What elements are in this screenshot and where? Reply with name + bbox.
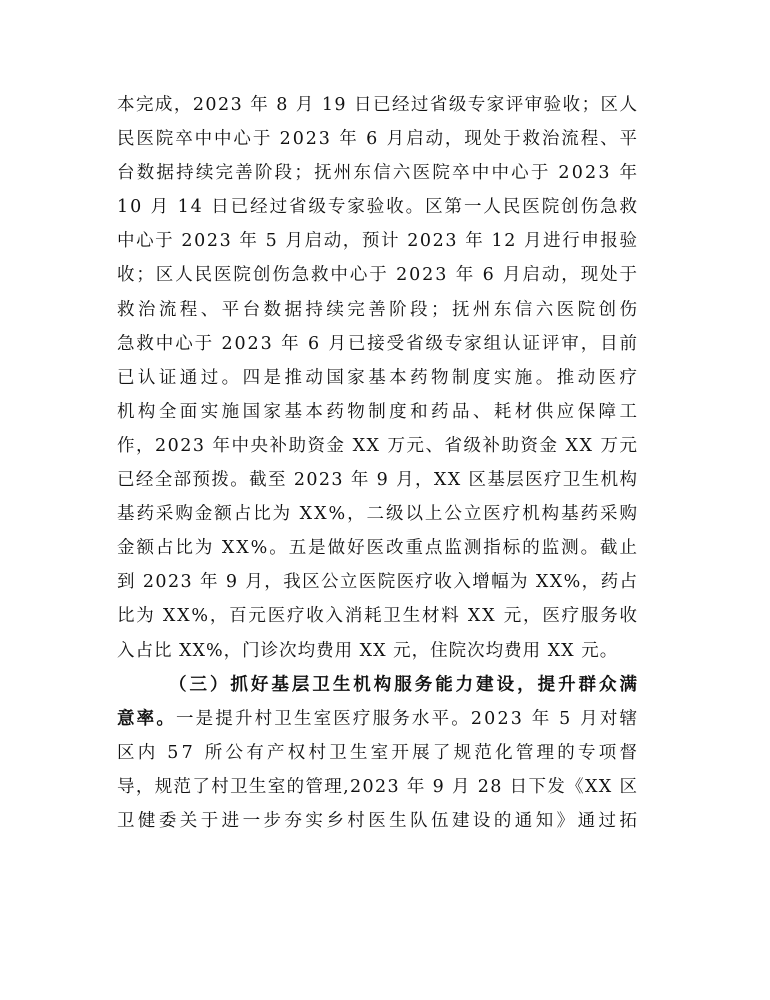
paragraph-line: 台数据持续完善阶段；抚州东信六医院卒中中心于 2023 年 <box>117 163 640 184</box>
paragraph-line: 基药采购金额占比为 XX%，二级以上公立医疗机构基药采购 <box>117 504 639 525</box>
paragraph-line: 中心于 2023 年 5 月启动，预计 2023 年 12 月进行申报验 <box>117 231 639 252</box>
paragraph-line: 民医院卒中中心于 2023 年 6 月启动，现处于救治流程、平 <box>117 129 639 150</box>
paragraph-line: 导，规范了村卫生室的管理,2023 年 9 月 28 日下发《XX 区 <box>117 776 639 797</box>
paragraph-line: 收；区人民医院创伤急救中心于 2023 年 6 月启动，现处于 <box>117 265 639 286</box>
paragraph-line: 作，2023 年中央补助资金 XX 万元、省级补助资金 XX 万元 <box>117 435 639 456</box>
paragraph-line: 比为 XX%，百元医疗收入消耗卫生材料 XX 元，医疗服务收 <box>117 606 639 627</box>
paragraph-line: 到 2023 年 9 月，我区公立医院医疗收入增幅为 XX%，药占 <box>117 572 639 593</box>
body-text <box>117 88 641 838</box>
paragraph-line: 救治流程、平台数据持续完善阶段；抚州东信六医院创伤 <box>117 299 641 320</box>
paragraph-line: 急救中心于 2023 年 6 月已接受省级专家组认证评审，目前 <box>117 333 639 354</box>
paragraph-line: 区内 57 所公有产权村卫生室开展了规范化管理的专项督 <box>117 742 641 763</box>
paragraph-line: 本完成，2023 年 8 月 19 日已经过省级专家评审验收；区人 <box>117 95 639 115</box>
section-heading: （三）抓好基层卫生机构服务能力建设，提升群众满 <box>169 674 640 695</box>
paragraph-line: 已经全部预拨。截至 2023 年 9 月，XX 区基层医疗卫生机构 <box>117 470 639 491</box>
paragraph-line: 已认证通过。四是推动国家基本药物制度实施。推动医疗 <box>117 367 641 388</box>
paragraph-line: 卫健委关于进一步夯实乡村医生队伍建设的通知》通过拓 <box>117 810 641 831</box>
paragraph-line: 10 月 14 日已经过省级专家验收。区第一人民医院创伤急救 <box>117 197 639 218</box>
section-heading-line <box>117 668 640 702</box>
paragraph-line: 金额占比为 XX%。五是做好医改重点监测指标的监测。截止 <box>117 538 639 559</box>
paragraph-line: 入占比 XX%，门诊次均费用 XX 元，住院次均费用 XX 元。 <box>117 640 619 661</box>
paragraph-line: 机构全面实施国家基本药物制度和药品、耗材供应保障工 <box>117 401 641 422</box>
paragraph-line: 意率。一是提升村卫生室医疗服务水平。2023 年 5 月对辖 <box>117 708 640 729</box>
section-heading-cont: 意率。 <box>117 708 176 729</box>
